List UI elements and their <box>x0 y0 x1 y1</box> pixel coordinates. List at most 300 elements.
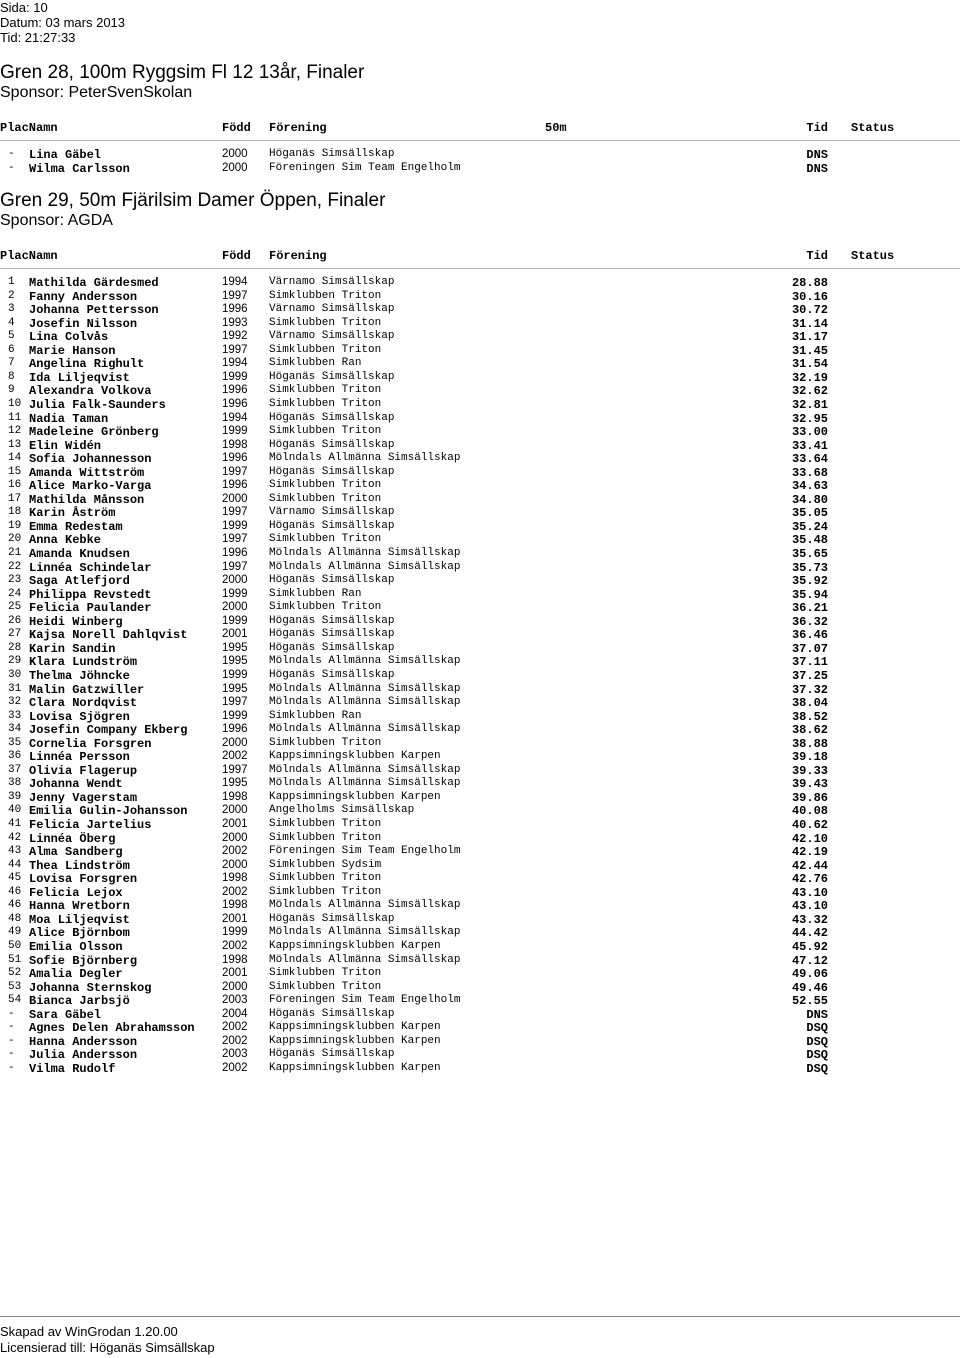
table-row <box>0 1048 960 1062</box>
row-time: DNS <box>806 1007 828 1022</box>
table-row <box>0 750 960 764</box>
table-row <box>0 710 960 724</box>
row-club: Kappsimningsklubben Karpen <box>269 1061 441 1074</box>
row-placement: 36 <box>8 750 22 763</box>
table-row <box>0 872 960 886</box>
row-time: 37.07 <box>791 641 828 656</box>
table-row <box>0 317 960 331</box>
row-name: Madeleine Grönberg <box>29 425 159 440</box>
row-placement: 5 <box>8 330 15 343</box>
row-time: 35.73 <box>791 560 828 575</box>
row-name: Linnéa Öberg <box>29 831 116 846</box>
header-split: 50m <box>545 121 567 135</box>
row-club: Mölndals Allmänna Simsällskap <box>269 763 461 776</box>
row-name: Malin Gatzwiller <box>29 682 145 697</box>
row-time: 52.55 <box>791 994 828 1009</box>
row-placement: 2 <box>8 289 15 302</box>
row-name: Olivia Flagerup <box>29 763 138 778</box>
row-name: Julia Andersson <box>29 1048 138 1063</box>
row-placement: 43 <box>8 845 22 858</box>
row-placement: 39 <box>8 790 22 803</box>
row-placement: 17 <box>8 492 22 505</box>
row-placement: 27 <box>8 628 22 641</box>
row-name: Josefin Company Ekberg <box>29 723 188 738</box>
row-name: Marie Hanson <box>29 343 116 358</box>
row-club: Simklubben Triton <box>269 980 382 993</box>
row-time: 45.92 <box>791 939 828 954</box>
row-placement: 33 <box>8 709 22 722</box>
row-time: DSQ <box>806 1061 828 1076</box>
row-time: 32.81 <box>791 397 828 412</box>
row-name: Alma Sandberg <box>29 845 123 860</box>
row-name: Alexandra Volkova <box>29 384 152 399</box>
row-placement: - <box>8 1007 15 1020</box>
row-name: Jenny Vagerstam <box>29 790 138 805</box>
table-row <box>0 954 960 968</box>
row-birth-year: 2000 <box>222 831 248 844</box>
header-forening: Förening <box>269 121 327 135</box>
row-club: Simklubben Triton <box>269 397 382 410</box>
row-birth-year: 1998 <box>222 899 248 912</box>
row-time: 32.62 <box>791 384 828 399</box>
row-club: Simklubben Triton <box>269 289 382 302</box>
row-birth-year: 1997 <box>222 506 248 519</box>
row-time: 37.25 <box>791 668 828 683</box>
table-row <box>0 493 960 507</box>
row-birth-year: 1999 <box>222 709 248 722</box>
row-club: Kappsimningsklubben Karpen <box>269 1034 441 1047</box>
row-birth-year: 1995 <box>222 655 248 668</box>
row-placement: 10 <box>8 397 22 410</box>
row-name: Bianca Jarbsjö <box>29 994 130 1009</box>
row-name: Alice Marko-Varga <box>29 479 152 494</box>
row-club: Kappsimningsklubben Karpen <box>269 750 441 763</box>
row-name: Lina Colvås <box>29 330 109 345</box>
row-club: Värnamo Simsällskap <box>269 303 395 316</box>
row-name: Emma Redestam <box>29 519 123 534</box>
table-row <box>0 357 960 371</box>
row-name: Alice Björnbom <box>29 926 130 941</box>
table-row <box>0 886 960 900</box>
row-club: Ängelholms Simsällskap <box>269 804 415 817</box>
row-club: Simklubben Triton <box>269 601 382 614</box>
row-name: Hanna Wretborn <box>29 899 130 914</box>
row-club: Värnamo Simsällskap <box>269 276 395 288</box>
row-time: 37.11 <box>791 655 828 670</box>
row-placement: 51 <box>8 953 22 966</box>
row-club: Simklubben Triton <box>269 479 382 492</box>
row-birth-year: 2002 <box>222 750 248 763</box>
table-row <box>0 899 960 913</box>
table-row <box>0 669 960 683</box>
row-birth-year: 2000 <box>222 148 248 160</box>
table-row <box>0 777 960 791</box>
row-name: Vilma Rudolf <box>29 1061 116 1076</box>
table-row <box>0 628 960 642</box>
row-time: DNS <box>806 148 828 162</box>
row-name: Lovisa Forsgren <box>29 872 138 887</box>
table-row <box>0 940 960 954</box>
row-placement: - <box>8 1034 15 1047</box>
row-club: Höganäs Simsällskap <box>269 465 395 478</box>
row-name: Felicia Paulander <box>29 601 152 616</box>
row-club: Föreningen Sim Team Engelholm <box>269 161 461 174</box>
event-sponsor: Sponsor: PeterSvenSkolan <box>0 84 193 101</box>
row-name: Julia Falk-Saunders <box>29 397 166 412</box>
row-name: Anna Kebke <box>29 533 102 548</box>
row-placement: 9 <box>8 384 15 397</box>
row-name: Johanna Pettersson <box>29 303 159 318</box>
table-row <box>0 479 960 493</box>
row-time: 43.32 <box>791 912 828 927</box>
row-birth-year: 2002 <box>222 1061 248 1074</box>
header-fodd: Född <box>222 249 251 263</box>
table-row <box>0 683 960 697</box>
table-row <box>0 913 960 927</box>
row-birth-year: 2000 <box>222 492 248 505</box>
row-birth-year: 1992 <box>222 330 248 343</box>
header-forening: Förening <box>269 249 327 263</box>
row-placement: - <box>8 1048 15 1061</box>
row-birth-year: 1996 <box>222 723 248 736</box>
row-birth-year: 1996 <box>222 547 248 559</box>
row-birth-year: 2002 <box>222 885 248 898</box>
row-time: 33.68 <box>791 465 828 480</box>
row-birth-year: 1998 <box>222 953 248 966</box>
table-row <box>0 520 960 534</box>
table-row <box>0 1021 960 1035</box>
row-birth-year: 2000 <box>222 161 248 174</box>
row-placement: 22 <box>8 560 22 573</box>
row-club: Simklubben Ran <box>269 709 362 722</box>
table-row <box>0 737 960 751</box>
row-name: Thelma Jöhncke <box>29 668 130 683</box>
row-club: Höganäs Simsällskap <box>269 628 395 641</box>
row-name: Sofie Björnberg <box>29 953 138 968</box>
row-birth-year: 1997 <box>222 289 248 302</box>
row-time: 42.19 <box>791 845 828 860</box>
table-row <box>0 384 960 398</box>
header-fodd: Född <box>222 121 251 135</box>
row-time: 33.00 <box>791 425 828 440</box>
table-row <box>0 1008 960 1022</box>
row-name: Thea Lindström <box>29 858 130 873</box>
row-placement: 3 <box>8 303 15 316</box>
row-time: 34.80 <box>791 492 828 507</box>
row-club: Föreningen Sim Team Engelholm <box>269 845 461 858</box>
row-time: 38.52 <box>791 709 828 724</box>
row-placement: 46 <box>8 885 22 898</box>
row-birth-year: 1995 <box>222 777 248 790</box>
row-placement: 4 <box>8 316 15 329</box>
row-birth-year: 1999 <box>222 614 248 627</box>
row-placement: 23 <box>8 574 22 587</box>
page-number: Sida: 10 <box>0 0 48 15</box>
row-placement: 50 <box>8 939 22 952</box>
row-placement: 25 <box>8 601 22 614</box>
row-name: Mathilda Gärdesmed <box>29 276 159 290</box>
row-birth-year: 2001 <box>222 628 248 641</box>
row-club: Simklubben Triton <box>269 425 382 438</box>
row-time: 35.92 <box>791 574 828 589</box>
header-status: Status <box>851 249 895 263</box>
row-placement: 28 <box>8 641 22 654</box>
table-row <box>0 764 960 778</box>
row-placement: 40 <box>8 804 22 817</box>
table-row <box>0 330 960 344</box>
row-name: Emilia Gulin-Johansson <box>29 804 188 819</box>
row-name: Felicia Lejox <box>29 885 123 900</box>
row-club: Kappsimningsklubben Karpen <box>269 939 441 952</box>
table-header <box>0 249 960 263</box>
row-time: 30.72 <box>791 303 828 318</box>
row-placement: - <box>8 1021 15 1034</box>
row-placement: 41 <box>8 818 22 830</box>
table-row <box>0 926 960 940</box>
row-time: 36.32 <box>791 614 828 629</box>
table-row <box>0 276 960 290</box>
row-placement: 14 <box>8 452 22 465</box>
row-name: Amanda Wittström <box>29 465 145 480</box>
row-time: 43.10 <box>791 885 828 900</box>
row-birth-year: 1997 <box>222 533 248 546</box>
row-club: Mölndals Allmänna Simsällskap <box>269 560 461 573</box>
table-row <box>0 344 960 358</box>
event-title: Gren 28, 100m Ryggsim Fl 12 13år, Finaler <box>0 62 365 83</box>
footer-license: Licensierad till: Höganäs Simsällskap <box>0 1340 215 1355</box>
row-time: 37.32 <box>791 682 828 697</box>
row-club: Simklubben Triton <box>269 872 382 885</box>
row-time: 39.43 <box>791 777 828 792</box>
row-time: 35.05 <box>791 506 828 521</box>
row-time: DNS <box>806 161 828 176</box>
row-placement: 13 <box>8 438 22 451</box>
row-club: Värnamo Simsällskap <box>269 506 395 519</box>
row-birth-year: 2004 <box>222 1007 248 1020</box>
table-row <box>0 601 960 615</box>
row-time: 40.62 <box>791 818 828 832</box>
row-placement: 8 <box>8 370 15 383</box>
row-time: 33.41 <box>791 438 828 453</box>
header-plac: PlacNamn <box>0 249 58 263</box>
row-birth-year: 1998 <box>222 872 248 885</box>
header-status: Status <box>851 121 895 135</box>
row-placement: 7 <box>8 357 15 370</box>
row-time: 32.95 <box>791 411 828 426</box>
table-row <box>0 466 960 480</box>
row-birth-year: 1995 <box>222 682 248 695</box>
row-time: 49.06 <box>791 967 828 982</box>
row-birth-year: 1996 <box>222 479 248 492</box>
row-club: Kappsimningsklubben Karpen <box>269 1021 441 1034</box>
row-time: 35.48 <box>791 533 828 548</box>
row-name: Sara Gäbel <box>29 1007 102 1022</box>
row-name: Wilma Carlsson <box>29 161 130 176</box>
row-club: Höganäs Simsällskap <box>269 1007 395 1020</box>
row-time: 39.33 <box>791 763 828 778</box>
row-time: 38.62 <box>791 723 828 738</box>
row-time: 38.88 <box>791 736 828 751</box>
row-birth-year: 2002 <box>222 1021 248 1034</box>
row-time: 31.45 <box>791 343 828 358</box>
row-placement: 29 <box>8 655 22 668</box>
row-birth-year: 2002 <box>222 939 248 952</box>
table-row <box>0 452 960 466</box>
row-name: Fanny Andersson <box>29 289 138 304</box>
row-placement: - <box>8 1061 15 1074</box>
row-club: Mölndals Allmänna Simsällskap <box>269 723 461 736</box>
table-row <box>0 967 960 981</box>
row-birth-year: 1997 <box>222 560 248 573</box>
table-row <box>0 574 960 588</box>
row-name: Amanda Knudsen <box>29 547 130 561</box>
table-row <box>0 439 960 453</box>
row-name: Saga Atlefjord <box>29 574 130 589</box>
row-placement: 42 <box>8 831 22 844</box>
row-club: Höganäs Simsällskap <box>269 411 395 424</box>
row-club: Mölndals Allmänna Simsällskap <box>269 682 461 695</box>
row-time: 39.86 <box>791 790 828 805</box>
row-club: Simklubben Triton <box>269 316 382 329</box>
row-name: Angelina Righult <box>29 357 145 372</box>
row-placement: 48 <box>8 912 22 925</box>
row-placement: 15 <box>8 465 22 478</box>
row-name: Ida Liljeqvist <box>29 370 130 385</box>
row-name: Moa Liljeqvist <box>29 912 130 927</box>
row-club: Höganäs Simsällskap <box>269 668 395 681</box>
row-time: 42.10 <box>791 831 828 846</box>
row-placement: 18 <box>8 506 22 519</box>
row-time: 42.76 <box>791 872 828 887</box>
row-club: Simklubben Triton <box>269 885 382 898</box>
table-row <box>0 642 960 656</box>
row-name: Johanna Sternskog <box>29 980 152 995</box>
table-row <box>0 303 960 317</box>
row-placement: 26 <box>8 614 22 627</box>
row-placement: 21 <box>8 547 22 559</box>
row-name: Klara Lundström <box>29 655 138 670</box>
header-divider <box>0 268 960 269</box>
row-placement: 52 <box>8 967 22 980</box>
row-club: Simklubben Triton <box>269 343 382 356</box>
row-club: Höganäs Simsällskap <box>269 1048 395 1061</box>
row-birth-year: 2002 <box>222 1034 248 1047</box>
table-row <box>0 804 960 818</box>
row-birth-year: 1996 <box>222 303 248 316</box>
row-club: Simklubben Triton <box>269 736 382 749</box>
table-row <box>0 655 960 669</box>
row-time: 30.16 <box>791 289 828 304</box>
row-name: Kajsa Norell Dahlqvist <box>29 628 188 643</box>
row-name: Felicia Jartelius <box>29 818 152 832</box>
row-birth-year: 1996 <box>222 397 248 410</box>
row-club: Mölndals Allmänna Simsällskap <box>269 547 461 559</box>
row-name: Lina Gäbel <box>29 148 102 162</box>
row-placement: - <box>8 161 15 174</box>
row-name: Hanna Andersson <box>29 1034 138 1049</box>
row-club: Höganäs Simsällskap <box>269 438 395 451</box>
event-sponsor: Sponsor: AGDA <box>0 212 113 229</box>
row-placement: 34 <box>8 723 22 736</box>
table-row <box>0 994 960 1008</box>
row-name: Josefin Nilsson <box>29 316 138 331</box>
row-time: 31.17 <box>791 330 828 345</box>
row-name: Emilia Olsson <box>29 939 123 954</box>
row-birth-year: 2003 <box>222 994 248 1007</box>
row-placement: 1 <box>8 276 15 288</box>
row-birth-year: 1994 <box>222 411 248 424</box>
row-time: 28.88 <box>791 276 828 290</box>
row-birth-year: 1999 <box>222 926 248 939</box>
row-time: 31.54 <box>791 357 828 372</box>
table-row <box>0 547 960 561</box>
row-birth-year: 1998 <box>222 790 248 803</box>
table-row <box>0 398 960 412</box>
table-row <box>0 561 960 575</box>
table-row <box>0 290 960 304</box>
row-birth-year: 1999 <box>222 587 248 600</box>
row-placement: 30 <box>8 668 22 681</box>
row-birth-year: 1997 <box>222 763 248 776</box>
row-placement: 19 <box>8 519 22 532</box>
row-club: Höganäs Simsällskap <box>269 641 395 654</box>
row-name: Linnéa Persson <box>29 750 130 765</box>
row-time: 44.42 <box>791 926 828 941</box>
row-name: Karin Åström <box>29 506 116 521</box>
row-placement: 6 <box>8 343 15 356</box>
row-time: 43.10 <box>791 899 828 914</box>
header-plac: PlacNamn <box>0 121 58 135</box>
row-name: Cornelia Forsgren <box>29 736 152 751</box>
row-birth-year: 2001 <box>222 818 248 830</box>
table-header <box>0 121 960 135</box>
row-name: Elin Widén <box>29 438 102 453</box>
row-birth-year: 2003 <box>222 1048 248 1061</box>
row-time: 47.12 <box>791 953 828 968</box>
footer-divider <box>0 1316 960 1317</box>
row-club: Simklubben Ran <box>269 587 362 600</box>
table-row <box>0 723 960 737</box>
row-time: 36.21 <box>791 601 828 616</box>
row-club: Simklubben Triton <box>269 533 382 546</box>
row-club: Höganäs Simsällskap <box>269 519 395 532</box>
row-name: Lovisa Sjögren <box>29 709 130 724</box>
table-row <box>0 818 960 832</box>
row-placement: 45 <box>8 872 22 885</box>
row-birth-year: 2001 <box>222 912 248 925</box>
row-birth-year: 2000 <box>222 574 248 587</box>
row-placement: 49 <box>8 926 22 939</box>
row-club: Mölndals Allmänna Simsällskap <box>269 953 461 966</box>
row-placement: 32 <box>8 696 22 709</box>
row-time: 31.14 <box>791 316 828 331</box>
row-name: Linnéa Schindelar <box>29 560 152 575</box>
row-name: Philippa Revstedt <box>29 587 152 602</box>
row-time: 35.24 <box>791 519 828 534</box>
row-club: Höganäs Simsällskap <box>269 574 395 587</box>
row-club: Höganäs Simsällskap <box>269 912 395 925</box>
row-club: Mölndals Allmänna Simsällskap <box>269 452 461 465</box>
row-club: Värnamo Simsällskap <box>269 330 395 343</box>
table-row <box>0 1062 960 1076</box>
row-club: Simklubben Ran <box>269 357 362 370</box>
header-tid: Tid <box>806 249 828 263</box>
row-time: DSQ <box>806 1021 828 1036</box>
row-birth-year: 1994 <box>222 276 248 288</box>
table-row <box>0 859 960 873</box>
row-birth-year: 2001 <box>222 967 248 980</box>
row-birth-year: 1997 <box>222 696 248 709</box>
